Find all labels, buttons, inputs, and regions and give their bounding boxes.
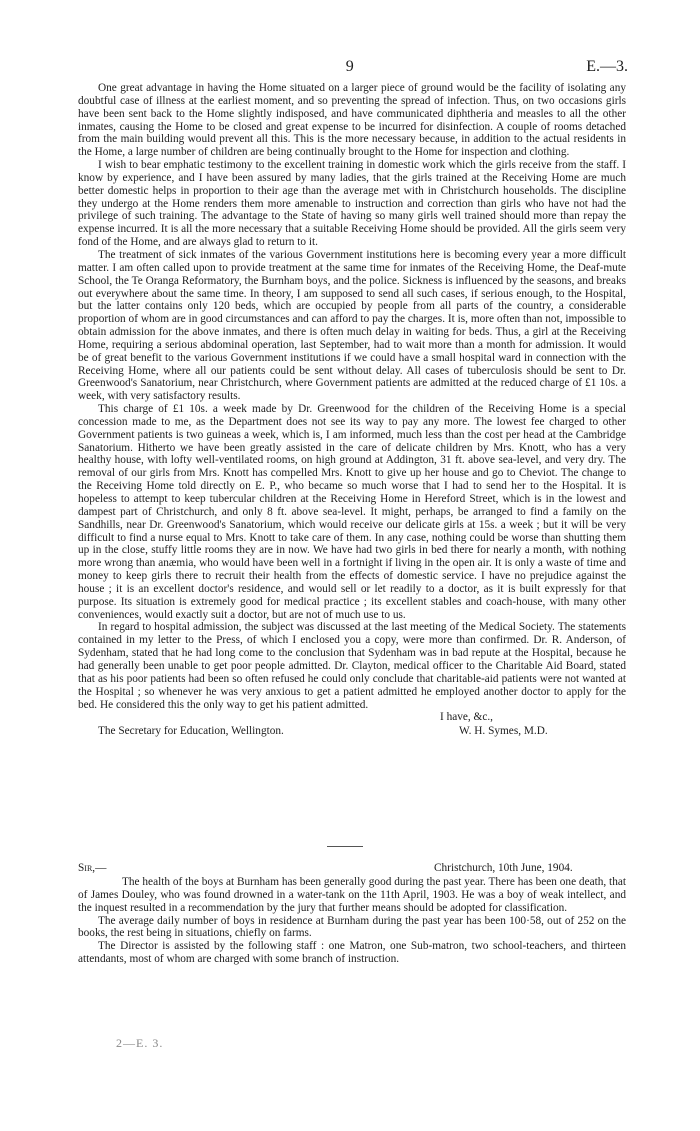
- salutation: Sir,—: [78, 862, 107, 874]
- letter-1-paragraph: One great advantage in having the Home situated on a larger piece of ground would be the facility of isolating any doubtful case of illness at the earliest moment, and so preventing the spread of infection. Thus, on two occasions girls have been sent back to the Home slightly indisposed, and have communicated diphtheria and measles to all the other inmates, causing the Home to be closed and great expense to be incurred for disinfection. A couple of rooms detached from the main building would prevent all this. This is the more necessary because, in addition to the actual residents in the Home, a large number of children are being continually brought to the Home for inspection and clothing.: [78, 82, 626, 159]
- letter-1-paragraph: I wish to bear emphatic testimony to the excellent training in domestic work which the girls receive from the staff. I know by experience, and I have been assured by many ladies, that the girls trained at the Receiving Home are much better domestic helps in proportion to their age than the average met with in Christchurch households. The discipline they undergo at the Home renders them more amenable to instruction and correction than girls who have not had the privilege of such training. The advantage to the State of having so many girls well trained should more than repay the expense incurred. It is all the more necessary that a suitable Receiving Home should be provided. All the girls seem very fond of the Home, and are always glad to return to it.: [78, 159, 626, 249]
- letter-1-body: [78, 82, 626, 738]
- letter-1-paragraph: This charge of £1 10s. a week made by Dr. Greenwood for the children of the Receiving Home is a special concession made to me, as the Department does not see its way to pay any more. The lowest fee charged to other Government patients is two guineas a week, which is, I am informed, much less than the cost per head at the Cambridge Sanatorium. Hitherto we have been greatly assisted in the care of delicate children by Mrs. Knott, who has a very healthy house, with lofty well-ventilated rooms, on high ground at Addington, 31 ft. above sea-level, and very dry. The removal of our girls from Mrs. Knott has compelled Mrs. Knott to give up her house and go to Cheviot. The change to the Receiving Home told directly on E. P., who became so much worse that I had to send her to the Hospital. It is hopeless to attempt to keep tubercular children at the Receiving Home in Hereford Street, which is in the lowest and dampest part of Christchurch, and only 8 ft. above sea-level. It might, perhaps, be arranged to find a family on the Sandhills, near Dr. Greenwood's Sanatorium, which would receive our delicate girls at 15s. a week ; but it will be very difficult to find a nurse equal to Mrs. Knott to take care of them. In any case, nothing could be worse than shutting them up in the close, stuffy little rooms they are in now. We have had two girls in bed there for nearly a month, with nothing more wrong than anæmia, who would have been well in a fortnight if living in the open air. It is only a waste of time and money to keep girls there to recruit their health from the effects of domestic service. I have no prejudice against the house ; it is an excellent doctor's residence, and would sell or let readily to a doctor, as it is built expressly for that purpose. Its situation is extremely good for medical practice ; its excellent stables and coach-house, with many other conveniences, would exactly suit a doctor, but are not of much use to us.: [78, 403, 626, 621]
- closing-line: [78, 711, 626, 724]
- letter-1-paragraph: The treatment of sick inmates of the various Government institutions here is becoming every year a more difficult matter. I am often called upon to provide treatment at the same time for inmates of the Receiving Home, the Deaf-mute School, the Te Oranga Reformatory, the Burnham boys, and the police. Sickness is influenced by the seasons, and breaks out everywhere about the same time. In theory, I am supposed to send all such cases, if serious enough, to the Hospital, but the latter contains only 120 beds, which are occupied by people from all parts of the country, a considerable proportion of whom are in good circumstances and can afford to pay the charges. It is, more often than not, impossible to obtain admission for the above inmates, and there is often much delay in waiting for beds. Thus, a girl at the Receiving Home, requiring a serious abdominal operation, last September, had to wait more than a month for admission. It would be of great benefit to the various Government institutions if we could have a small hospital ward in connection with the Receiving Home, where all our patients could be sent without delay. All cases of tuberculosis should be sent to Dr. Greenwood's Sanatorium, near Christchurch, where Government patients are admitted at the reduced charge of £1 10s. a week, with very satisfactory results.: [78, 248, 626, 403]
- letter-1-paragraph: In regard to hospital admission, the subject was discussed at the last meeting of the Medical Society. The statements contained in my letter to the Press, of which I enclosed you a copy, were more than confirmed. Dr. R. Anderson, of Sydenham, stated that he had long come to the conclusion that Sydenham was in bad repute at the Hospital, because he had generally been unable to get poor people admitted. Dr. Clayton, medical officer to the Charitable Aid Board, stated that as his poor patients had been so often refused he could only conclude that charitable-aid patients were not wanted at the Hospital ; so whenever he was very anxious to get a patient admitted he employed another doctor to apply for the bed. He considered this the only way to get his patient admitted.: [78, 621, 626, 711]
- letter-2-body: [78, 862, 626, 966]
- page-number: 9: [345, 58, 355, 75]
- signature-mark: 2—E. 3.: [116, 1036, 164, 1050]
- letter-2-paragraph: The health of the boys at Burnham has been generally good during the past year. There has been one death, that of James Douley, who was found drowned in a water-tank on the 11th April, 1903. He was a boy of weak intellect, and the inquest resulted in a recommendation by the jury that further means should be adopted for classification.: [78, 876, 626, 914]
- letter-2-paragraph: The Director is assisted by the following staff : one Matron, one Sub-matron, two school-teachers, and thirteen attendants, most of whom are charged with some branch of instruction.: [78, 940, 626, 966]
- place-date: Christchurch, 10th June, 1904.: [434, 862, 573, 874]
- salutation-line: [78, 862, 626, 875]
- closing-text: I have, &c.,: [440, 711, 494, 724]
- series-label: E.—3.: [586, 58, 628, 75]
- signature: W. H. Symes, M.D.: [459, 725, 548, 738]
- addressee: The Secretary for Education, Wellington.: [98, 725, 284, 738]
- letter-2-paragraph: The average daily number of boys in residence at Burnham during the past year has been 100·58, out of 252 on the books, the rest being in situations, chiefly on farms.: [78, 914, 626, 940]
- signature-line: [78, 725, 626, 738]
- section-divider: [327, 846, 363, 847]
